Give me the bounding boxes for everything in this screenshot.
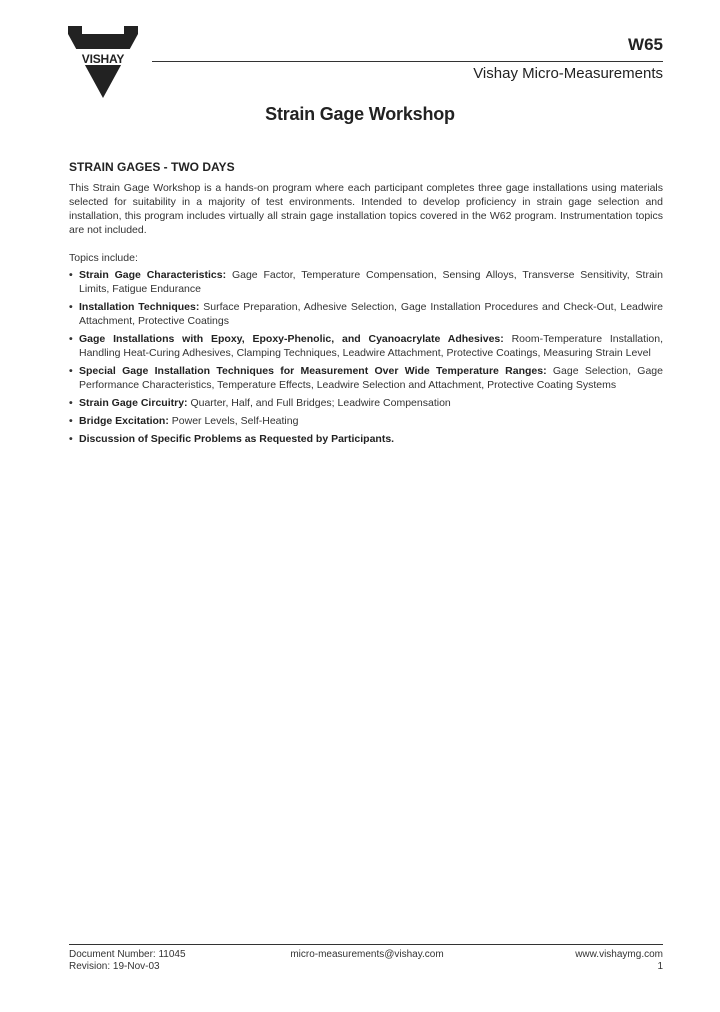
bullet: • <box>69 333 73 345</box>
section-heading: STRAIN GAGES - TWO DAYS <box>69 160 235 174</box>
bullet: • <box>69 365 73 377</box>
company-name: Vishay Micro-Measurements <box>473 65 663 82</box>
topic-label: Gage Installations with Epoxy, Epoxy-Phenolic, and Cyanoacrylate Adhesives: <box>79 333 504 345</box>
topic-item <box>69 300 663 328</box>
footer-rule <box>69 944 663 945</box>
topic-text: Gage Factor, Temperature Compensation, Sensing Alloys, Transverse Sensitivity, Strain Limits, Fatigue Endurance <box>79 269 663 295</box>
page-title: Strain Gage Workshop <box>265 104 455 124</box>
topic-label: Installation Techniques: <box>79 301 200 313</box>
topic-item <box>69 268 663 296</box>
bullet: • <box>69 397 73 409</box>
topic-text: Quarter, Half, and Full Bridges; Leadwire Compensation <box>187 397 451 409</box>
vishay-logo <box>68 26 138 98</box>
contact-email: micro-measurements@vishay.com <box>290 949 444 960</box>
topic-item <box>69 332 663 360</box>
revision-date: Revision: 19-Nov-03 <box>69 961 160 972</box>
topic-label: Special Gage Installation Techniques for Measurement Over Wide Temperature Ranges: <box>79 365 547 377</box>
document-number: Document Number: 11045 <box>69 949 186 960</box>
topic-text: Room-Temperature Installation, Handling Heat-Curing Adhesives, Clamping Techniques, Leadwire Attachment, Protective Coatings, Measuring Strain Level <box>79 333 663 359</box>
website-url: www.vishaymg.com <box>575 949 663 960</box>
header-rule <box>152 61 663 62</box>
logo-text: VISHAY <box>81 52 125 66</box>
bullet: • <box>69 269 73 281</box>
bullet: • <box>69 415 73 427</box>
document-code: W65 <box>628 35 663 54</box>
topics-intro: Topics include: <box>69 252 138 264</box>
topic-label: Strain Gage Characteristics: <box>79 269 227 281</box>
topic-item <box>69 414 663 428</box>
topic-label: Strain Gage Circuitry: <box>79 397 188 409</box>
topics-list <box>69 268 663 450</box>
topic-text: Power Levels, Self-Heating <box>168 415 299 427</box>
topic-item <box>69 364 663 392</box>
page-number: 1 <box>657 961 663 972</box>
topic-label: Discussion of Specific Problems as Requested by Participants. <box>79 433 395 445</box>
topic-item <box>69 432 663 446</box>
topic-text: Gage Selection, Gage Performance Characteristics, Temperature Effects, Leadwire Selection and Attachment, Protective Coating Systems <box>79 365 663 391</box>
topic-label: Bridge Excitation: <box>79 415 169 427</box>
intro-paragraph: This Strain Gage Workshop is a hands-on program where each participant completes three gage installations using materials selected for suitability in a majority of test environments. Intended to develop proficiency in strain gage selection and installation, this program includes virtually all strain gage installation topics covered in the W62 program. Instrumentation topics are not included. <box>69 182 663 236</box>
bullet: • <box>69 433 73 445</box>
topic-text: Surface Preparation, Adhesive Selection, Gage Installation Procedures and Check-Out, Leadwire Attachment, Protective Coatings <box>79 301 663 327</box>
topic-item <box>69 396 663 410</box>
bullet: • <box>69 301 73 313</box>
